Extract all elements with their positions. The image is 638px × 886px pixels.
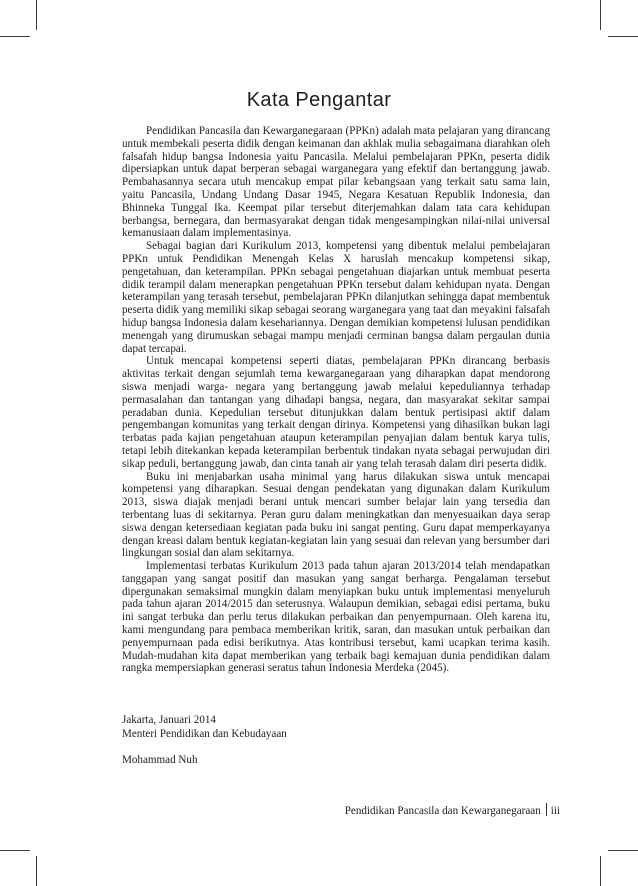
paragraph: Implementasi terbatas Kurikulum 2013 pada tahun ajaran 2013/2014 telah mendapatkan tanggapan yang sangat positif dan masukan yang sangat berharga. Pengalaman tersebut dipergunakan semaksimal mungkin dalam menyiapkan buku untuk implementasi menyeluruh pada tahun ajaran 2014/2015 dan seterusnya. Walaupun demikian, sebagai edisi pertama, buku ini sangat terbuka dan perlu terus dilakukan perbaikan dan penyempurnaan. Oleh karena itu, kami mengundang para pembaca memberikan kritik, saran, dan masukan untuk perbaikan dan penyempurnaan pada edisi berikutnya. Atas kontribusi tersebut, kami ucapkan terima kasih. Mudah-mudahan kita dapat memberikan yang terbaik bagi kemajuan dunia pendidikan dalam rangka mempersiapkan generasi seratus tahun Indonesia Merdeka (2045). <box>122 560 550 675</box>
page-number: iii <box>550 805 560 817</box>
body-text <box>122 125 550 675</box>
signature-block <box>122 714 287 768</box>
footer-divider <box>546 803 547 816</box>
paragraph: Untuk mencapai kompetensi seperti diatas, pembelajaran PPKn dirancang berbasis aktivitas terkait dengan sejumlah tema kewarganegaraan yang diharapkan dapat mendorong siswa menjadi warga- negara yang bertanggung jawab melalui kepeduliannya terhadap permasalahan dan tantangan yang dihadapi bangsa, negara, dan masyarakat sekitar sampai peradaban dunia. Kepedulian tersebut ditunjukkan dalam bentuk pertisipasi aktif dalam pengembangan komunitas yang terkait dengan dirinya. Kompetensi yang dihasilkan bukan lagi terbatas pada kajian pengetahuan ataupun keterampilan penyajian dalam bentuk karya tulis, tetapi lebih ditekankan kepada keterampilan berbentuk tindakan nyata sebagai perwujudan diri sikap peduli, bertanggung jawab, dan cinta tanah air yang telah terasah dalam diri peserta didik. <box>122 355 550 470</box>
crop-mark-left-bottom <box>0 850 30 851</box>
crop-mark-top-left <box>36 0 37 30</box>
footer-book-title: Pendidikan Pancasila dan Kewarganegaraan <box>344 805 541 817</box>
page-footer <box>345 803 560 817</box>
crop-mark-bottom-left <box>36 856 37 886</box>
crop-mark-bottom-right <box>600 856 601 886</box>
crop-mark-right-top <box>608 36 638 37</box>
paragraph: Buku ini menjabarkan usaha minimal yang harus dilakukan siswa untuk mencapai kompetensi yang diharapkan. Sesuai dengan pendekatan yang digunakan dalam Kurikulum 2013, siswa diajak menjadi berani untuk mencari sumber belajar lain yang tersedia dan terbentang luas di sekitarnya. Peran guru dalam meningkatkan dan menyesuaikan daya serap siswa dengan ketersediaan kegiatan pada buku ini sangat penting. Guru dapat memperkayanya dengan kreasi dalam bentuk kegiatan-kegiatan lain yang sesuai dan relevan yang bersumber dari lingkungan sosial dan alam sekitarnya. <box>122 470 550 560</box>
crop-mark-top-right <box>600 0 601 30</box>
signature-name: Mohammad Nuh <box>122 754 198 767</box>
crop-mark-left-top <box>0 36 30 37</box>
crop-mark-right-bottom <box>608 850 638 851</box>
signature-position: Menteri Pendidikan dan Kebudayaan <box>122 727 287 740</box>
page-title: Kata Pengantar <box>246 89 392 111</box>
paragraph: Sebagai bagian dari Kurikulum 2013, kompetensi yang dibentuk melalui pembelajaran PPKn untuk Pendidikan Menengah Kelas X haruslah mencakup kompetensi sikap, pengetahuan, dan keterampilan. PPKn sebagai pengetahuan diajarkan untuk membuat peserta didik terampil dalam menerapkan pengetahuan PPKn tersebut dalam kehidupan nyata. Dengan keterampilan yang terasah tersebut, pembelajaran PPKn dilanjutkan sehingga dapat membentuk peserta didik yang memiliki sikap sebagai seorang warganegara yang taat dan meyakini falsafah hidup bangsa Indonesia dalam kesehariannya. Dengan demikian kompetensi lulusan pendidikan menengah yang dirumuskan sebagai mampu menjadi cerminan bangsa dalam pergaulan dunia dapat tercapai. <box>122 240 550 355</box>
paragraph: Pendidikan Pancasila dan Kewarganegaraan (PPKn) adalah mata pelajaran yang dirancang untuk membekali peserta didik dengan keimanan dan akhlak mulia sebagaimana diarahkan oleh falsafah hidup bangsa Indonesia yaitu Pancasila. Melalui pembelajaran PPKn, peserta didik dipersiapkan untuk dapat berperan sebagai warganegara yang efektif dan bertanggung jawab. Pembahasannya secara utuh mencakup empat pilar kebangsaan yang terkait satu sama lain, yaitu Pancasila, Undang Undang Dasar 1945, Negara Kesatuan Republik Indonesia, dan Bhinneka Tunggal Ika. Keempat pilar tersebut diterjemahkan dalam tata cara kehidupan berbangsa, bernegara, dan bermasyarakat dengan tidak mengesampingkan nilai-nilai universal kemanusiaan dalam implementasinya. <box>122 125 550 240</box>
signature-place-date: Jakarta, Januari 2014 <box>122 714 216 726</box>
